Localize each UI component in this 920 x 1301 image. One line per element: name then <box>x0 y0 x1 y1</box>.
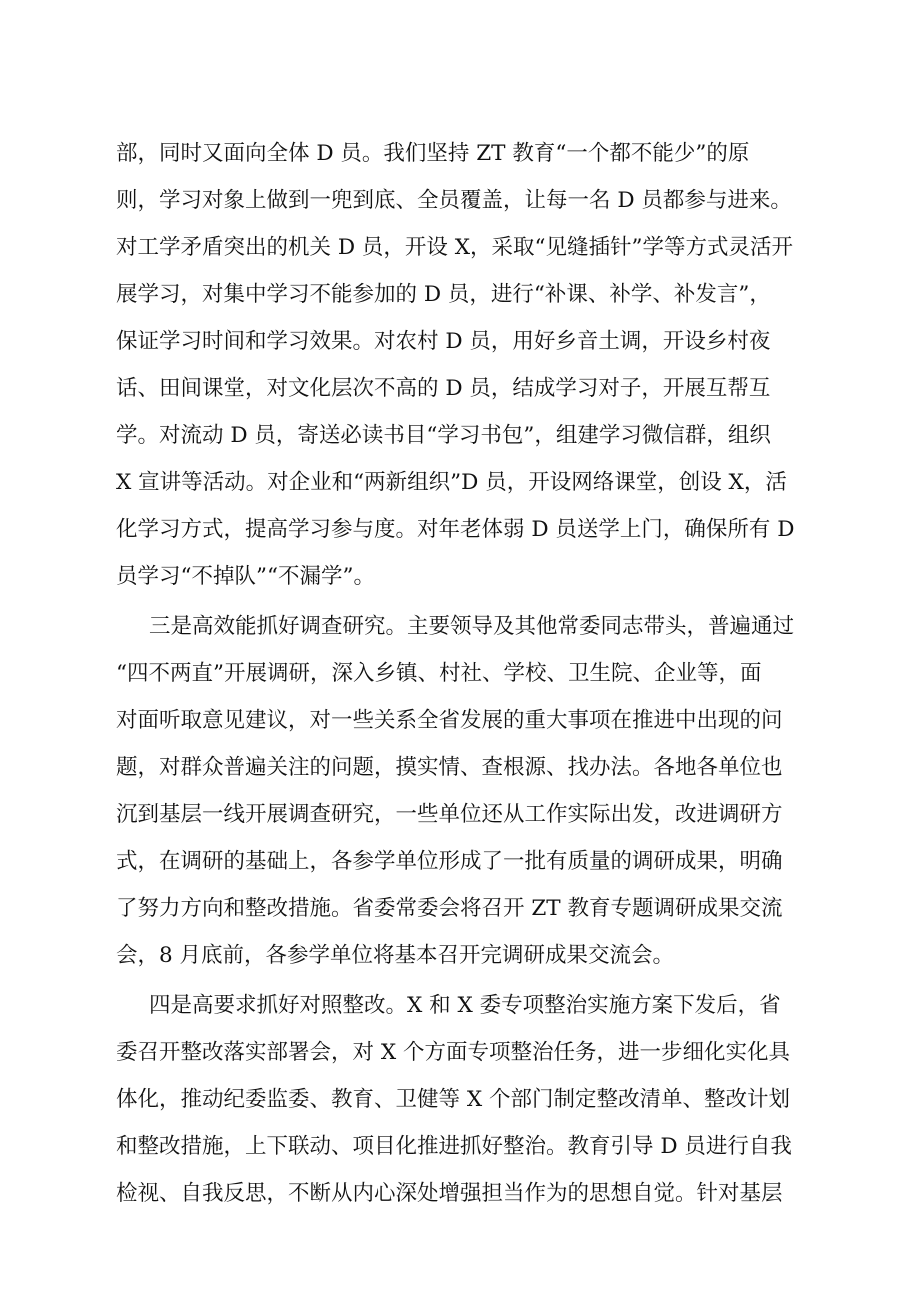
text-line: 和整改措施，上下联动、项目化推进抓好整治。教育引导 D 员进行自我 <box>116 1134 792 1159</box>
text-line: 对面听取意见建议，对一些关系全省发展的重大事项在推进中出现的问 <box>116 708 783 733</box>
text-line: 了努力方向和整改措施。省委常委会将召开 ZT 教育专题调研成果交流 <box>116 896 783 921</box>
text-line: 员学习“不掉队”“不漏学”。 <box>116 564 375 589</box>
text-line: 体化，推动纪委监委、教育、卫健等 X 个部门制定整改清单、整改计划 <box>116 1087 790 1112</box>
text-line: 沉到基层一线开展调查研究，一些单位还从工作实际出发，改进调研方 <box>116 802 783 827</box>
text-line: 式，在调研的基础上，各参学单位形成了一批有质量的调研成果，明确 <box>116 849 783 874</box>
text-line: 学。对流动 D 员，寄送必读书目“学习书包”，组建学习微信群，组织 <box>116 423 771 448</box>
text-line: “四不两直”开展调研，深入乡镇、村社、学校、卫生院、企业等，面 <box>116 661 762 686</box>
text-line: 检视、自我反思，不断从内心深处增强担当作为的思想自觉。针对基层 <box>116 1181 783 1206</box>
text-line: 题，对群众普遍关注的问题，摸实情、查根源、找办法。各地各单位也 <box>116 755 783 780</box>
text-line: 对工学矛盾突出的机关 D 员，开设 X，采取“见缝插针”学等方式灵活开 <box>116 235 794 260</box>
text-line: 话、田间课堂，对文化层次不高的 D 员，结成学习对子，开展互帮互 <box>116 376 771 401</box>
text-line: 展学习，对集中学习不能参加的 D 员，进行“补课、补学、补发言”， <box>116 282 771 307</box>
text-line: X 宣讲等活动。对企业和“两新组织”D 员，开设网络课堂，创设 X，活 <box>116 470 787 495</box>
text-line: 化学习方式，提高学习参与度。对年老体弱 D 员送学上门，确保所有 D <box>116 517 795 542</box>
text-line: 委召开整改落实部署会，对 X 个方面专项整治任务，进一步细化实化具 <box>116 1040 790 1065</box>
text-line: 三是高效能抓好调查研究。主要领导及其他常委同志带头，普遍通过 <box>149 614 795 639</box>
text-line: 四是高要求抓好对照整改。X 和 X 委专项整治实施方案下发后，省 <box>149 993 781 1018</box>
text-line: 会，8 月底前，各参学单位将基本召开完调研成果交流会。 <box>116 943 675 968</box>
text-line: 保证学习时间和学习效果。对农村 D 员，用好乡音土调，开设乡村夜 <box>116 329 771 354</box>
text-line: 则，学习对象上做到一兜到底、全员覆盖，让每一名 D 员都参与进来。 <box>116 188 792 213</box>
text-line: 部，同时又面向全体 D 员。我们坚持 ZT 教育“一个都不能少”的原 <box>116 141 750 166</box>
